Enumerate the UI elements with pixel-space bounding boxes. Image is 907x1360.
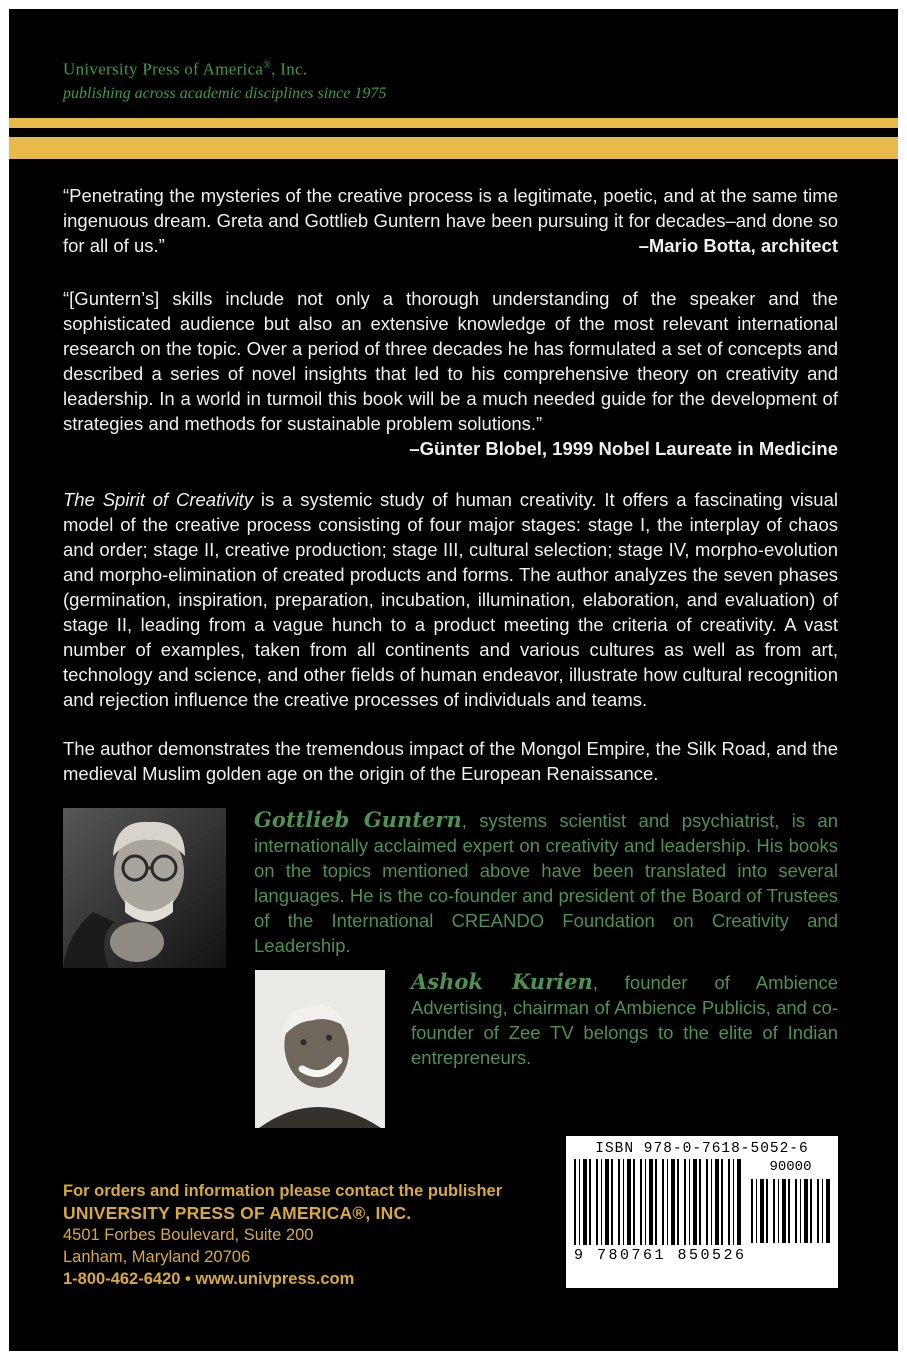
author-bio-kurien: [255, 970, 838, 1128]
quote-text-blobel: “[Guntern’s] skills include not only a thorough understanding of the speaker and the sophisticated audience but also an extensive knowledge of the most relevant international research on the topic. Over a period of three decades he has formulated a set of concepts and described a series of novel insights that led to his comprehensive theory on creativity and leadership. In a world in turmoil this book will be a much needed guide for the development of strategies and methods for sustainable problem solutions.”: [63, 287, 838, 434]
barcode-digits: 9 780761 850526: [574, 1246, 747, 1264]
orders-contact-line: For orders and information please contact the publisher: [63, 1181, 503, 1200]
orders-info: [63, 1180, 502, 1290]
author-photo-kurien: [255, 970, 385, 1128]
quote-attribution-botta: –Mario Botta, architect: [638, 234, 838, 256]
publisher-name-suffix: , Inc.: [271, 59, 308, 79]
book-description-paragraph-2: The author demonstrates the tremendous impact of the Mongol Empire, the Silk Road, and the medieval Muslim golden age on the origin of the European Renaissance.: [63, 737, 838, 784]
author-photo-guntern: [63, 808, 226, 968]
bio-body-kurien: , founder of Ambience Advertising, chairman of Ambience Publicis, and co-founder of Zee TV belongs to the elite of Indian entrepreneurs.: [411, 971, 839, 1068]
publisher-tagline: publishing across academic disciplines since 1975: [63, 84, 387, 102]
publisher-name: [63, 55, 898, 81]
supplement-bars: [751, 1179, 830, 1243]
bio-body-guntern: , systems scientist and psychiatrist, is an internationally acclaimed expert on creativity and leadership. His books on the topics mentioned above have been translated into several languages. He is the co-founder and president of the Board of Trustees of the International CREANDO Foundation on Creativity and Leadership.: [254, 809, 839, 956]
bio-text-guntern: [254, 808, 838, 968]
quote-attribution-blobel: –Günter Blobel, 1999 Nobel Laureate in Medicine: [409, 437, 838, 459]
publisher-header: [63, 55, 898, 104]
bottom-band: [9, 1136, 898, 1294]
barcode-row: [574, 1159, 830, 1264]
author-name-kurien: Ashok Kurien: [411, 968, 593, 994]
orders-address-street: 4501 Forbes Boulevard, Suite 200: [63, 1225, 314, 1244]
barcode-main: [574, 1159, 747, 1264]
book-description-text: is a systemic study of human creativity. It offers a fascinating visual model of the creative process consisting of four major stages: stage I, the interplay of chaos and order; stage II, creative production; stage III, cultural selection; stage IV, morpho-evolution and morpho-elimination of created products and forms. The author analyzes the seven phases (germination, inspiration, preparation, incubation, illumination, elaboration, and evaluation) of stage II, leading from a vague hunch to a product meeting the criteria of creativity. A vast number of examples, taken from all continents and various cultures as well as from art, technology and science, and other fields of human endeavor, illustrate how cultural recognition and rejection influence the creative processes of individuals and teams.: [63, 488, 838, 710]
portrait-guntern-graphic: [63, 808, 226, 968]
barcode-supplement: [743, 1159, 830, 1264]
orders-address-city: Lanham, Maryland 20706: [63, 1247, 251, 1266]
publisher-name-text: University Press of America: [63, 59, 264, 79]
cover-copy: [9, 183, 898, 1128]
supplement-code: 90000: [769, 1158, 812, 1175]
author-name-guntern: Gottlieb Guntern: [254, 806, 462, 832]
author-bio-guntern: [63, 808, 838, 968]
orders-phone-website: 1-800-462-6420 • www.univpress.com: [63, 1269, 355, 1288]
orders-publisher-name: UNIVERSITY PRESS OF AMERICA®, INC.: [63, 1202, 412, 1223]
back-cover: [9, 9, 898, 1351]
barcode-bars: [574, 1159, 743, 1245]
quote-text-botta: “Penetrating the mysteries of the creative process is a legitimate, poetic, and at the same time ingenuous dream. Greta and Gottlieb Guntern have been pursuing it for decades–and done so for all of us.”: [63, 184, 838, 256]
registered-trademark-symbol: ®: [263, 60, 272, 71]
isbn-text: ISBN 978-0-7618-5052-6: [595, 1140, 809, 1157]
gold-stripe-thick: [9, 137, 898, 159]
gold-stripe-thin: [9, 118, 898, 128]
endorsement-quote-botta: [63, 183, 838, 258]
endorsement-quote-blobel: [63, 286, 838, 461]
barcode: [566, 1136, 838, 1288]
book-title: The Spirit of Creativity: [63, 488, 254, 510]
book-description: [63, 487, 838, 712]
portrait-kurien-graphic: [255, 970, 385, 1128]
bio-text-kurien: [411, 970, 838, 1128]
